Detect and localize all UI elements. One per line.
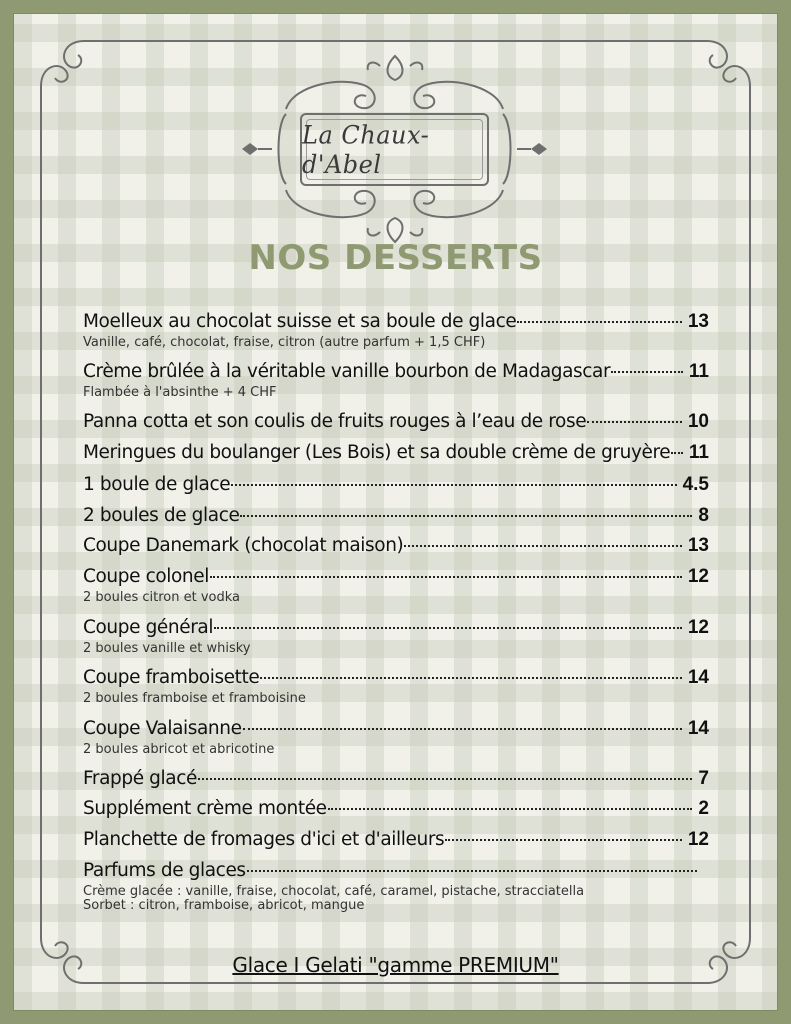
- menu-item: [83, 860, 703, 914]
- item-name: Coupe colonel: [83, 566, 209, 587]
- item-name: Supplément crème montée: [83, 798, 327, 819]
- item-description-2: Sorbet : citron, framboise, abricot, mangue: [83, 898, 365, 913]
- scroll-bottom-right: [414, 190, 503, 217]
- item-name: Panna cotta et son coulis de fruits rouges à l’eau de rose: [83, 411, 587, 432]
- menu-item: [83, 829, 709, 855]
- menu-item: [83, 535, 709, 561]
- item-description: Vanille, café, chocolat, fraise, citron (autre parfum + 1,5 CHF): [83, 335, 486, 350]
- item-name: Coupe général: [83, 617, 214, 638]
- item-price: 10: [687, 411, 709, 432]
- leader-dots: [240, 515, 692, 517]
- item-price: 14: [687, 718, 709, 739]
- item-price: 13: [687, 311, 709, 332]
- item-name: Crème brûlée à la véritable vanille bourbon de Madagascar: [83, 361, 611, 382]
- leader-dots: [445, 839, 682, 841]
- item-name: Planchette de fromages d'ici et d'ailleurs: [83, 829, 445, 850]
- leader-dots: [404, 545, 682, 547]
- scroll-bottom-left: [286, 190, 375, 217]
- leader-dots: [671, 452, 683, 454]
- leader-dots: [260, 677, 682, 679]
- item-description: Flambée à l'absinthe + 4 CHF: [83, 385, 277, 400]
- item-name: Frappé glacé: [83, 768, 197, 789]
- leader-dots: [247, 870, 697, 872]
- diamond-left-ornament: [242, 143, 258, 155]
- item-description: 2 boules citron et vodka: [83, 590, 240, 605]
- leader-dots: [587, 421, 682, 423]
- item-name: Coupe Danemark (chocolat maison): [83, 535, 404, 556]
- item-price: 12: [687, 617, 709, 638]
- item-name: 2 boules de glace: [83, 505, 240, 526]
- item-name: Meringues du boulanger (Les Bois) et sa double crème de gruyère: [83, 442, 671, 463]
- diamond-right-ornament: [531, 143, 547, 155]
- item-price: 2: [698, 798, 709, 819]
- menu-item: [83, 667, 709, 707]
- footer-note-text: Glace I Gelati "gamme PREMIUM": [232, 953, 559, 977]
- item-name: Coupe framboisette: [83, 667, 260, 688]
- leader-dots: [517, 321, 682, 323]
- menu-item: [83, 505, 709, 531]
- menu-item: [83, 442, 709, 468]
- item-name: 1 boule de glace: [83, 474, 231, 495]
- footer-note: [0, 953, 791, 977]
- item-price: 11: [688, 361, 709, 382]
- item-name: Parfums de glaces: [83, 860, 246, 881]
- item-price: 11: [688, 442, 709, 463]
- scroll-side-left: [258, 114, 286, 184]
- item-description: 2 boules abricot et abricotine: [83, 742, 275, 757]
- top-finial: [368, 56, 423, 80]
- menu-item: [83, 566, 709, 606]
- item-description: 2 boules framboise et framboisine: [83, 691, 306, 706]
- leader-dots: [198, 778, 692, 780]
- menu-item: [83, 798, 709, 824]
- page-title: NOS DESSERTS: [248, 238, 543, 278]
- scroll-top-left: [286, 82, 375, 109]
- menu-item: [83, 718, 709, 758]
- leader-dots: [214, 627, 682, 629]
- item-price: 4.5: [682, 474, 709, 495]
- item-description: Crème glacée : vanille, fraise, chocolat, café, caramel, pistache, stracciatella: [83, 884, 585, 899]
- scroll-top-right: [414, 82, 503, 109]
- menu-item: [83, 411, 709, 437]
- menu-item: [83, 768, 709, 794]
- brand-name: La Chaux-d'Abel: [302, 120, 430, 179]
- item-price: 12: [687, 829, 709, 850]
- menu-item: [83, 311, 709, 351]
- leader-dots: [210, 576, 682, 578]
- item-description: 2 boules vanille et whisky: [83, 641, 251, 656]
- item-name: Moelleux au chocolat suisse et sa boule de glace: [83, 311, 517, 332]
- item-name: Coupe Valaisanne: [83, 718, 242, 739]
- brand-plaque: [300, 113, 489, 186]
- leader-dots: [243, 728, 682, 730]
- menu-item: [83, 617, 709, 657]
- leader-dots: [611, 371, 683, 373]
- menu-item: [83, 474, 709, 500]
- item-price: 12: [687, 566, 709, 587]
- leader-dots: [328, 808, 693, 810]
- item-price: 8: [698, 505, 709, 526]
- scroll-side-right: [503, 114, 531, 184]
- leader-dots: [231, 484, 676, 486]
- item-price: 7: [698, 768, 709, 789]
- item-price: 13: [687, 535, 709, 556]
- item-price: 14: [687, 667, 709, 688]
- menu-item: [83, 361, 709, 401]
- corner-curl-tl: [41, 41, 84, 86]
- corner-curl-tr: [707, 41, 750, 86]
